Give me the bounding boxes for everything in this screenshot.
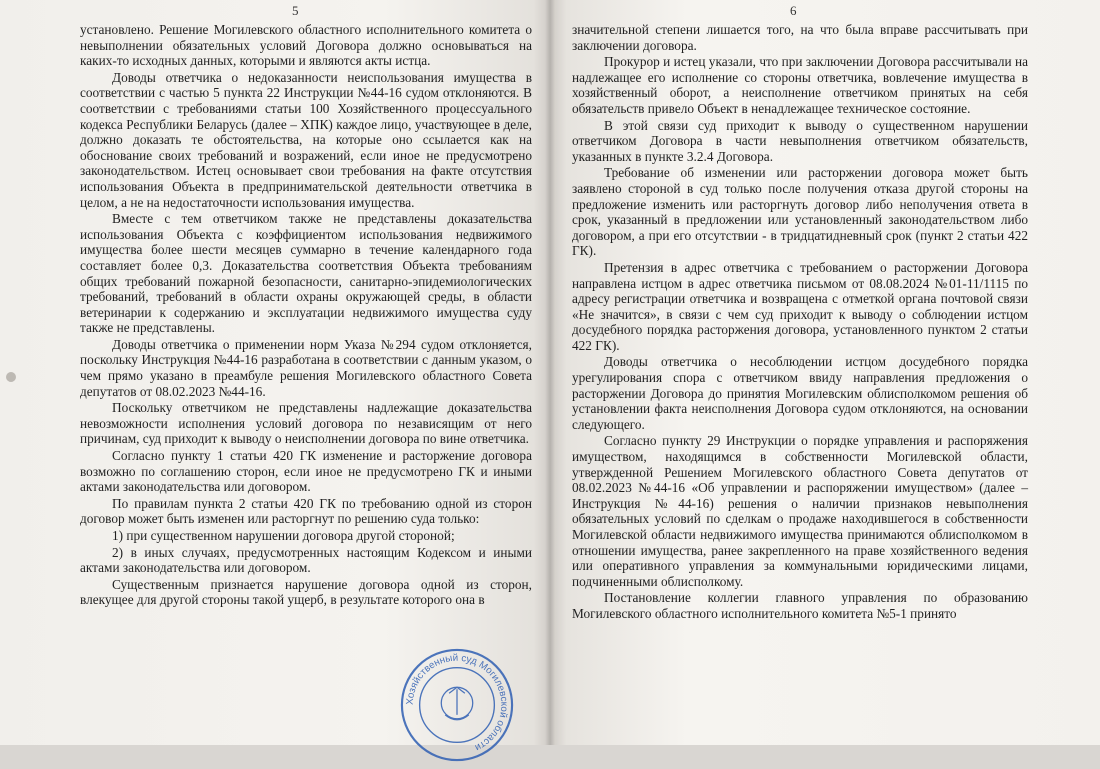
paragraph: По правилам пункта 2 статьи 420 ГК по требованию одной из сторон договор может быть изменен или расторгнут по решению суда только: xyxy=(80,495,532,527)
page-number: 5 xyxy=(292,3,299,18)
paragraph: Доводы ответчика о несоблюдении истцом досудебного порядка урегулирования спора с ответчиком ввиду направления предложения о расторжении Договора до принятия Могилевским облисполкомом решения об установлении факта неисполнения Договора судом отклоняются, на основании следующего. xyxy=(572,354,1028,432)
paragraph: Согласно пункту 1 статьи 420 ГК изменение и расторжение договора возможно по соглашению сторон, если иное не предусмотрено ГК и иными актами законодательства или договором. xyxy=(80,448,532,495)
stamp-text: Хозяйственный суд Могилевской области xyxy=(404,652,510,753)
page-number: 6 xyxy=(790,3,797,18)
paragraph: 2) в иных случаях, предусмотренных настоящим Кодексом и иными актами законодательства или договором. xyxy=(80,544,532,576)
paragraph: значительной степени лишается того, на что была вправе рассчитывать при заключении договора. xyxy=(572,22,1028,53)
paragraph: В этой связи суд приходит к выводу о существенном нарушении ответчиком Договора в части невыполнения ответчиком обязательств, указанных в пункте 3.2.4 Договора. xyxy=(572,117,1028,164)
paragraph: Претензия в адрес ответчика с требованием о расторжении Договора направлена истцом в адрес ответчика письмом от 08.08.2024 №01-11/1115 по адресу регистрации ответчика и возвращена с отметкой органа почтовой связи «Не значится», в связи с чем суд приходит к выводу о соблюдении истцом досудебного порядка расторжения договора, установленного пунктом 2 статьи 422 ГК). xyxy=(572,259,1028,353)
paragraph: 1) при существенном нарушении договора другой стороной; xyxy=(112,528,455,543)
paragraph: Поскольку ответчиком не представлены надлежащие доказательства невозможности исполнения условий договора по независящим от него причинам, суд приходит к выводу о неисполнении договора по вине ответчика. xyxy=(80,400,532,447)
paragraph: установлено. Решение Могилевского областного исполнительного комитета о невыполнении обязательных условий Договора должно основываться на каких-то исходных данных, которыми и являются акты истца. xyxy=(80,22,532,69)
paragraph: Постановление коллегии главного управления по образованию Могилевского областного исполнительного комитета №5-1 принято xyxy=(572,590,1028,621)
emblem-icon xyxy=(441,687,472,719)
paragraph: Доводы ответчика о применении норм Указа №294 судом отклоняется, поскольку Инструкция №44-16 разработана в соответствии с данным указом, о чем прямо указано в преамбуле решения Могилевского областного Совета депутатов от 08.02.2023 №44-16. xyxy=(80,336,532,399)
paragraph: Прокурор и истец указали, что при заключении Договора рассчитывали на надлежащее его исполнение со стороны ответчика, вовлечение имущества в хозяйственный оборот, а неисполнение ответчиком принятых на себя обязательств привело Объект в ненадлежащее техническое состояние. xyxy=(572,54,1028,116)
right-page xyxy=(550,0,1100,745)
paragraph: Вместе с тем ответчиком также не представлены доказательства использования Объекта с коэффициентом использования недвижимого имущества более шести месяцев суммарно в течение календарного года составляет более 0,3. Доказательства соответствия Объекта требованиям общих требований пожарной безопасности, санитарно-эпидемиологических требований, требований в области охраны окружающей среды, в области ветеринарии к содержанию и эксплуатации недвижимого имущества суду также не представлены. xyxy=(80,211,532,336)
paragraph: Согласно пункту 29 Инструкции о порядке управления и распоряжения имуществом, находящимся в собственности Могилевской области, утвержденной Решением Могилевского областного Совета депутатов от 08.02.2023 №44-16 «Об управлении и распоряжении имуществом» (далее – Инструкция №44-16) решения о наличии признаков невыполнения обязательных условий по сделкам о продаже находившегося в собственности Могилевской области недвижимого имущества принимаются облисполкомом в отношении имущества, ранее закрепленного на праве хозяйственного ведения или оперативного управления за коммунальными юридическими лицами, подчиненными облисполкому. xyxy=(572,433,1028,589)
paragraph: Требование об изменении или расторжении договора может быть заявлено стороной в суд только после получения отказа другой стороны на предложение изменить или расторгнуть договор либо неполучения ответа в срок, указанный в предложении или установленный законодательством либо договором, а при его отсутствии - в тридцатидневный срок (пункт 2 статьи 422 ГК). xyxy=(572,165,1028,259)
court-stamp-seal xyxy=(398,646,516,764)
paragraph: Существенным признается нарушение договора одной из сторон, влекущее для другой стороны такой ущерб, в результате которого она в xyxy=(80,576,532,608)
binder-hole xyxy=(6,372,16,382)
left-page xyxy=(0,0,550,745)
paragraph: Доводы ответчика о недоказанности неиспользования имущества в соответствии с частью 5 пункта 22 Инструкции №44-16 судом отклоняются. В соответствии с требованиями статьи 100 Хозяйственного процессуального кодекса Республики Беларусь (далее – ХПК) каждое лицо, участвующее в деле, должно доказать те обстоятельства, на которые оно ссылается как на обоснование своих требований и возражений, если иное не предусмотрено законодательством. Истец основывает свои требования на факте отсутствия использования Объекта в предпринимательской деятельности ответчика в целом, а не на недостаточности использования имущества. xyxy=(80,69,532,210)
